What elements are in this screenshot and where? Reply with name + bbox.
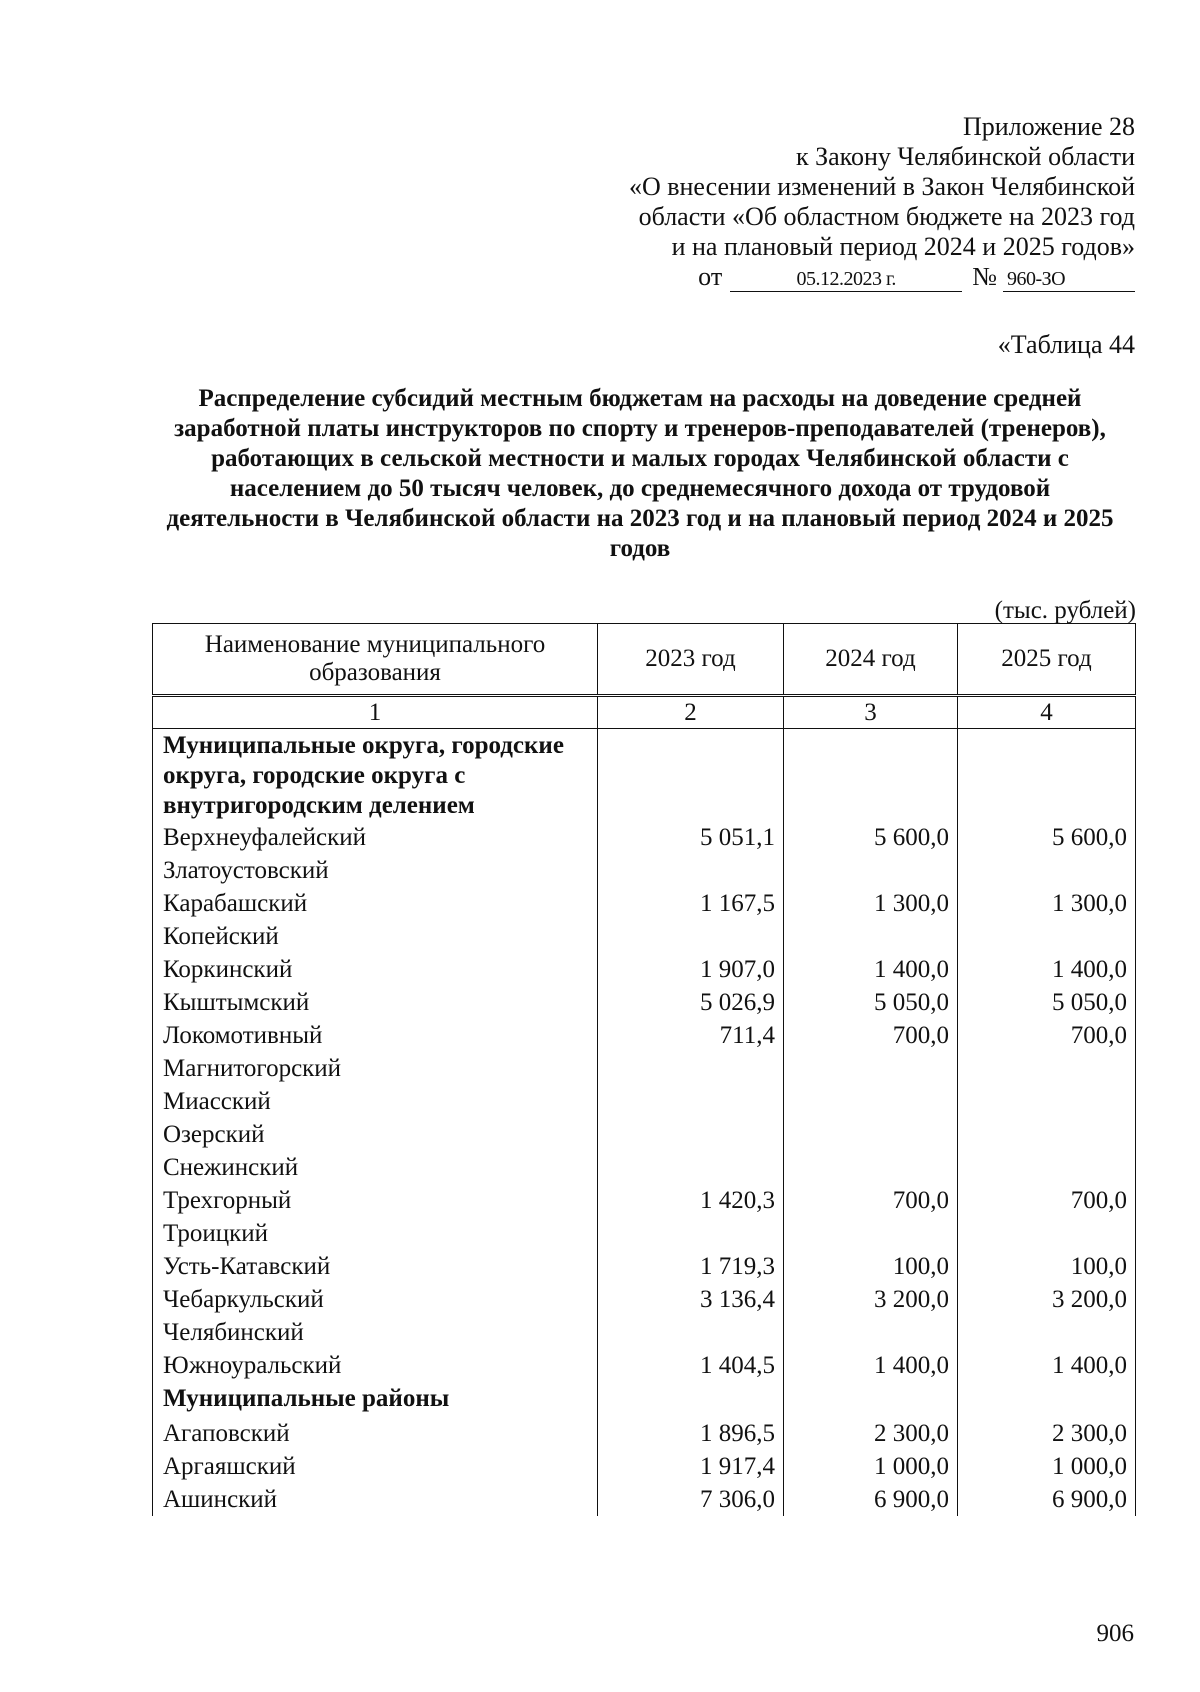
law-date-value: 05.12.2023 г.	[730, 267, 962, 292]
value-2025-cell	[958, 1217, 1136, 1250]
value-2024-cell: 3 200,0	[784, 1283, 958, 1316]
table-row	[153, 1052, 1136, 1085]
table-label: «Таблица 44	[997, 330, 1135, 359]
value-2023-cell: 5 051,1	[598, 821, 784, 854]
table-section-row	[153, 1382, 1136, 1417]
value-2024-cell	[784, 1052, 958, 1085]
value-2025-cell: 5 050,0	[958, 986, 1136, 1019]
municipality-name-cell: Снежинский	[153, 1151, 598, 1184]
municipality-name-cell: Локомотивный	[153, 1019, 598, 1052]
value-2023-cell: 5 026,9	[598, 986, 784, 1019]
value-2024-cell	[784, 729, 958, 822]
value-2025-cell: 100,0	[958, 1250, 1136, 1283]
value-2023-cell	[598, 1085, 784, 1118]
value-2025-cell	[958, 1151, 1136, 1184]
column-header-2023: 2023 год	[598, 624, 784, 696]
municipality-name-cell: Коркинский	[153, 953, 598, 986]
value-2024-cell: 2 300,0	[784, 1417, 958, 1450]
header-line: Приложение 28	[962, 112, 1135, 141]
value-2025-cell: 5 600,0	[958, 821, 1136, 854]
municipality-name-cell: Муниципальные районы	[153, 1382, 598, 1417]
table-row	[153, 1184, 1136, 1217]
value-2023-cell	[598, 1151, 784, 1184]
value-2025-cell: 3 200,0	[958, 1283, 1136, 1316]
value-2023-cell	[598, 1118, 784, 1151]
subsidies-table	[152, 623, 1136, 1516]
value-2023-cell: 7 306,0	[598, 1483, 784, 1516]
table-row	[153, 821, 1136, 854]
column-header-2024: 2024 год	[784, 624, 958, 696]
value-2024-cell	[784, 1316, 958, 1349]
value-2025-cell: 1 400,0	[958, 1349, 1136, 1382]
value-2024-cell	[784, 854, 958, 887]
value-2025-cell	[958, 920, 1136, 953]
municipality-name-cell: Карабашский	[153, 887, 598, 920]
value-2025-cell: 1 000,0	[958, 1450, 1136, 1483]
table-row	[153, 953, 1136, 986]
municipality-name-cell: Златоустовский	[153, 854, 598, 887]
municipality-name-cell: Муниципальные округа, городские округа, городские округа с внутригородским делением	[153, 729, 598, 822]
municipality-name-cell: Магнитогорский	[153, 1052, 598, 1085]
value-2024-cell: 1 300,0	[784, 887, 958, 920]
value-2024-cell	[784, 1217, 958, 1250]
value-2023-cell: 1 907,0	[598, 953, 784, 986]
value-2023-cell: 3 136,4	[598, 1283, 784, 1316]
table-row	[153, 1151, 1136, 1184]
municipality-name-cell: Копейский	[153, 920, 598, 953]
table-row	[153, 1250, 1136, 1283]
value-2024-cell: 1 400,0	[784, 1349, 958, 1382]
column-header-municipality: Наименование муниципального образования	[153, 624, 598, 696]
value-2023-cell: 1 167,5	[598, 887, 784, 920]
municipality-name-cell: Кыштымский	[153, 986, 598, 1019]
value-2024-cell	[784, 1118, 958, 1151]
municipality-name-cell: Южноуральский	[153, 1349, 598, 1382]
table-row	[153, 1349, 1136, 1382]
value-2025-cell: 700,0	[958, 1184, 1136, 1217]
value-2025-cell: 2 300,0	[958, 1417, 1136, 1450]
table-row	[153, 1450, 1136, 1483]
value-2025-cell	[958, 1052, 1136, 1085]
table-section-row	[153, 729, 1136, 822]
table-row	[153, 1283, 1136, 1316]
value-2024-cell	[784, 920, 958, 953]
value-2023-cell: 1 404,5	[598, 1349, 784, 1382]
value-2023-cell	[598, 1316, 784, 1349]
municipality-name-cell: Троицкий	[153, 1217, 598, 1250]
value-2025-cell	[958, 1118, 1136, 1151]
municipality-name-cell: Чебаркульский	[153, 1283, 598, 1316]
table-row	[153, 986, 1136, 1019]
date-prefix: от	[698, 262, 723, 291]
header-line: и на плановый период 2024 и 2025 годов»	[671, 232, 1135, 261]
appendix-header	[629, 112, 1135, 292]
header-line: «О внесении изменений в Закон Челябинской	[628, 172, 1135, 201]
table-row	[153, 920, 1136, 953]
table-row	[153, 854, 1136, 887]
column-number: 3	[784, 696, 958, 729]
value-2025-cell: 6 900,0	[958, 1483, 1136, 1516]
value-2025-cell	[958, 854, 1136, 887]
value-2025-cell: 1 300,0	[958, 887, 1136, 920]
table-row	[153, 1417, 1136, 1450]
table-row	[153, 1118, 1136, 1151]
value-2023-cell	[598, 729, 784, 822]
value-2024-cell	[784, 1085, 958, 1118]
value-2023-cell	[598, 1052, 784, 1085]
units-label: (тыс. рублей)	[994, 597, 1136, 624]
column-number-row	[153, 696, 1136, 729]
header-line: к Закону Челябинской области	[795, 142, 1135, 171]
page-number: 906	[1096, 1620, 1134, 1647]
law-date-number-line	[629, 262, 1135, 292]
value-2023-cell	[598, 920, 784, 953]
value-2024-cell: 700,0	[784, 1184, 958, 1217]
value-2023-cell: 1 420,3	[598, 1184, 784, 1217]
value-2024-cell: 5 600,0	[784, 821, 958, 854]
table-header-row	[153, 624, 1136, 696]
value-2025-cell	[958, 1085, 1136, 1118]
column-number: 4	[958, 696, 1136, 729]
value-2025-cell	[958, 1382, 1136, 1417]
table-row	[153, 1217, 1136, 1250]
value-2024-cell	[784, 1151, 958, 1184]
document-title: Распределение субсидий местным бюджетам на расходы на доведение средней заработной платы инструкторов по спорту и тренеров-преподавателей (тренеров), работающих в сельской местности и малых городах Челябинской области с населением до 50 тысяч человек, до среднемесячного дохода от трудовой деятельности в Челябинской области на 2023 год и на плановый период 2024 и 2025 годов	[166, 385, 1114, 562]
value-2023-cell: 711,4	[598, 1019, 784, 1052]
municipality-name-cell: Аргаяшский	[153, 1450, 598, 1483]
value-2023-cell: 1 896,5	[598, 1417, 784, 1450]
table-body	[153, 729, 1136, 1517]
municipality-name-cell: Озерский	[153, 1118, 598, 1151]
header-line: области «Об областном бюджете на 2023 год	[638, 202, 1135, 231]
municipality-name-cell: Ашинский	[153, 1483, 598, 1516]
number-sign: №	[972, 262, 997, 291]
municipality-name-cell: Верхнеуфалейский	[153, 821, 598, 854]
value-2023-cell	[598, 1217, 784, 1250]
municipality-name-cell: Миасский	[153, 1085, 598, 1118]
municipality-name-cell: Трехгорный	[153, 1184, 598, 1217]
value-2023-cell: 1 719,3	[598, 1250, 784, 1283]
value-2023-cell: 1 917,4	[598, 1450, 784, 1483]
table-row	[153, 1483, 1136, 1516]
value-2023-cell	[598, 854, 784, 887]
value-2024-cell: 1 000,0	[784, 1450, 958, 1483]
value-2024-cell: 1 400,0	[784, 953, 958, 986]
value-2025-cell	[958, 729, 1136, 822]
value-2024-cell	[784, 1382, 958, 1417]
value-2025-cell	[958, 1316, 1136, 1349]
value-2024-cell: 100,0	[784, 1250, 958, 1283]
municipality-name-cell: Усть-Катавский	[153, 1250, 598, 1283]
municipality-name-cell: Агаповский	[153, 1417, 598, 1450]
table-row	[153, 887, 1136, 920]
municipality-name-cell: Челябинский	[153, 1316, 598, 1349]
value-2024-cell: 700,0	[784, 1019, 958, 1052]
table-row	[153, 1085, 1136, 1118]
value-2025-cell: 1 400,0	[958, 953, 1136, 986]
column-number: 1	[153, 696, 598, 729]
table-row	[153, 1316, 1136, 1349]
column-number: 2	[598, 696, 784, 729]
law-number-value: 960-ЗО	[1003, 267, 1135, 292]
value-2023-cell	[598, 1382, 784, 1417]
table-row	[153, 1019, 1136, 1052]
column-header-2025: 2025 год	[958, 624, 1136, 696]
value-2024-cell: 6 900,0	[784, 1483, 958, 1516]
value-2024-cell: 5 050,0	[784, 986, 958, 1019]
value-2025-cell: 700,0	[958, 1019, 1136, 1052]
